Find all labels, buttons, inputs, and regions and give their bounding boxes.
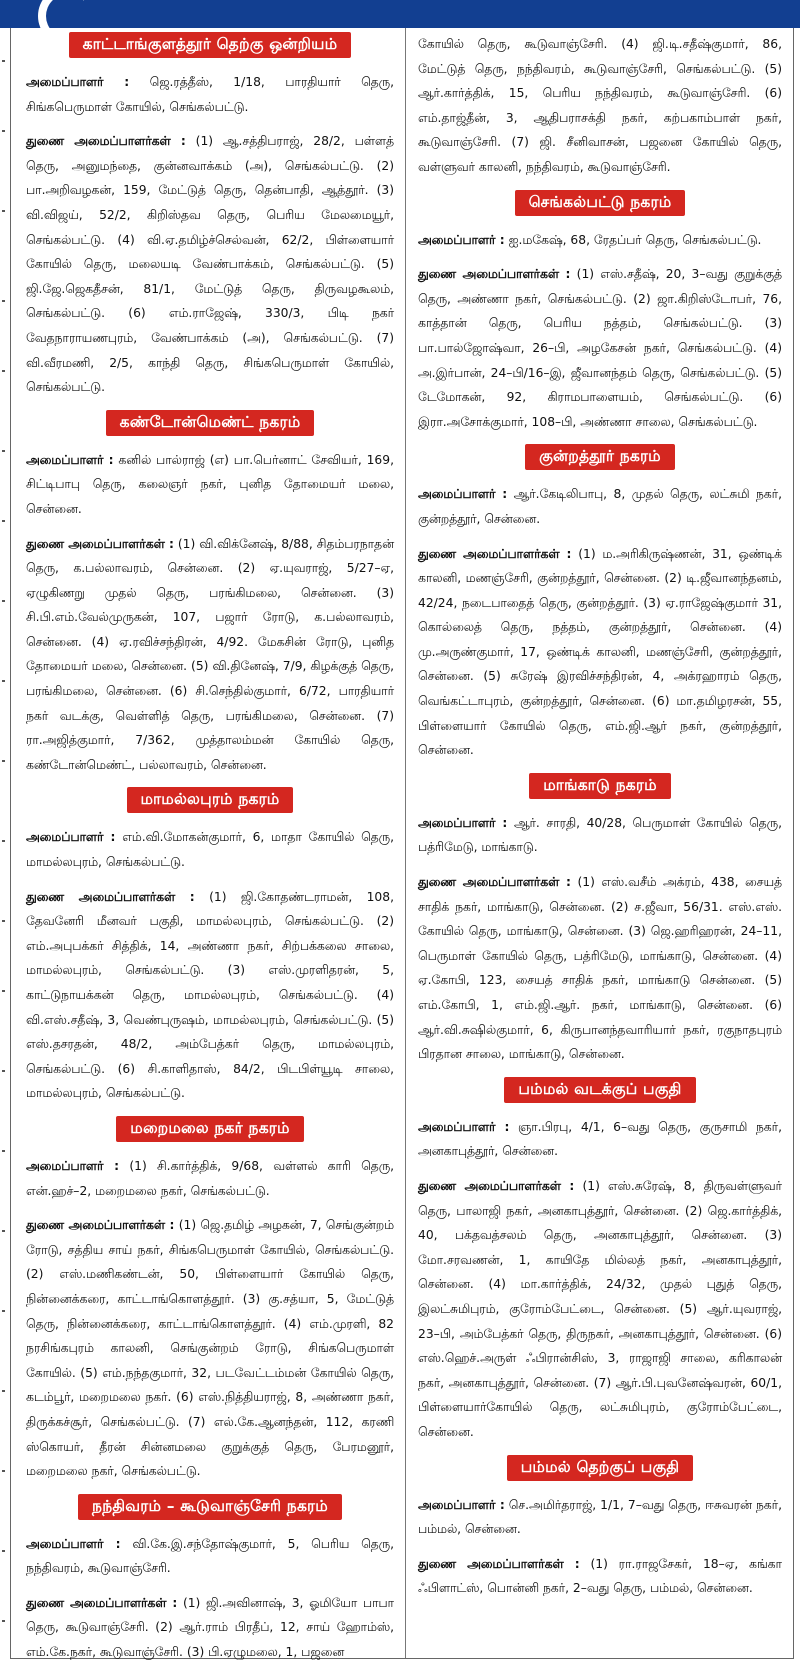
organizer-entry	[26, 70, 394, 119]
organizer-text: ஞா.பிரபு, 4/1, 6–வது தெரு, குருசாமி நகர், அனகாபுத்தூர், சென்னை.	[418, 1119, 782, 1159]
section-pammal-north	[418, 1077, 782, 1445]
section-title: குன்றத்தூர் நகரம்	[525, 444, 675, 470]
section-title: காட்டாங்குளத்தூர் தெற்கு ஒன்றியம்	[69, 32, 352, 58]
organizer-text: வி.கே.இ.சந்தோஷ்குமார், 5, பெரிய தெரு, நந்திவரம், கூடுவாஞ்சேரி.	[26, 1536, 394, 1576]
organizer-entry	[418, 228, 782, 253]
organizer-entry	[26, 825, 394, 874]
organizer-entry	[26, 1154, 394, 1203]
deputy-organizers-entry	[26, 532, 394, 778]
organizer-label: அமைப்பாளர் :	[26, 452, 114, 467]
deputy-text: (1) ஆ.சத்திபராஜ், 28/2, பள்ளத் தெரு, அனுமந்தை, குன்னவாக்கம் (அ), செங்கல்பட்டு. (2) பா.அறிவழகன், 159, மேட்டுத் தெரு, தென்பாதி, ஆத்தூர். (3) வி.விஜய், 52/2, கிறிஸ்தவ தெரு, பெரிய மேலமையூர், செங்கல்பட்டு. (4) வி.ஏ.தமிழ்ச்செல்வன், 62/2, பிள்ளையார் கோயில் தெரு, மலையடி வேண்பாக்கம், செங்கல்பட்டு. (5) ஜி.ஜே.ஜெகதீசன், 81/1, மேட்டுத் தெரு, திருவழகூலம், செங்கல்பட்டு. (6) எம்.ராஜேஷ், 330/3, பிடி நகர் வேதநாராயணபுரம், வேண்பாக்கம் (அ), செங்கல்பட்டு. (7) வி.வீரமணி, 2/5, காந்தி தெரு, சிங்கபெருமாள் கோயில், செங்கல்பட்டு.	[26, 134, 394, 395]
deputy-organizers-entry	[26, 129, 394, 400]
organizer-entry	[418, 1115, 782, 1164]
deputy-text: (1) எஸ்.வசீம் அக்ரம், 438, சையத் சாதிக் நகர், மாங்காடு, சென்னை. (2) ச.ஜீவா, 56/31. எஸ்.எஸ். கோயில் தெரு, மாங்காடு, சென்னை. (3) ஜெ.ஹரிஹரன், 24–11, பெருமாள் கோயில் தெரு, பத்ரிமேடு, மாங்காடு, சென்னை. (4) ஏ.கோபி, 123, சையத் சாதிக் நகர், மாங்காடு சென்னை. (5) எம்.கோபி, 1, எம்.ஜி.ஆர். நகர், மாங்காடு, சென்னை. (6) ஆர்.வி.சுஷில்குமார், 6, கிருபானந்தவாரியார் நகர், ரகுநாதபுரம் பிரதான சாலை, மாங்காடு, சென்னை.	[418, 875, 783, 1062]
section-chengalpattu	[418, 190, 782, 435]
organizer-label: அமைப்பாளர் :	[418, 1119, 510, 1134]
section-title: மறைமலை நகர் நகரம்	[116, 1116, 303, 1142]
deputy-organizers-entry	[418, 1174, 782, 1445]
deputy-organizers-entry	[418, 870, 782, 1067]
organizer-text: ஜெ.ரத்தீஸ், 1/18, பாரதியார் தெரு, சிங்கபெருமாள் கோயில், செங்கல்பட்டு.	[26, 75, 394, 114]
section-title: பம்மல் வடக்குப் பகுதி	[504, 1077, 695, 1103]
deputy-label: துணை அமைப்பாளர்கள் :	[26, 1218, 175, 1233]
section-title: செங்கல்பட்டு நகரம்	[515, 190, 686, 216]
section-kattankulathur	[26, 32, 394, 400]
deputy-text: (1) ஜி.கோதண்டராமன், 108, தேவனேரி மீனவர் பகுதி, மாமல்லபுரம், செங்கல்பட்டு. (2) எம்.அபுபக்கர் சித்திக், 14, அண்ணா நகர், சிற்பக்கலை சாலை, மாமல்லபுரம், செங்கல்பட்டு. (3) எஸ்.முரளிதரன், 5, காட்டுநாயக்கன் தெரு, மாமல்லபுரம், செங்கல்பட்டு. (4) வி.எஸ்.சதீஷ், 3, வெண்புருஷம், மாமல்லபுரம், செங்கல்பட்டு. (5) எஸ்.தசரதன், 48/2, அம்பேத்கர் தெரு, மாமல்லபுரம், செங்கல்பட்டு. (6) சி.காளிதாஸ், 84/2, பிடபிள்யூடி சாலை, மாமல்லபுரம், செங்கல்பட்டு.	[26, 889, 394, 1101]
organizer-entry	[418, 482, 782, 531]
deputy-organizers-entry	[418, 542, 782, 763]
section-kundrathur	[418, 444, 782, 763]
left-margin-marks	[0, 40, 8, 1650]
organizer-label: அமைப்பாளர் :	[418, 232, 505, 247]
section-mangadu	[418, 773, 782, 1067]
organizer-label: அமைப்பாளர் :	[26, 1158, 120, 1173]
organizer-text: கனில் பால்ராஜ் (எ) பா.பெர்னாட் சேவியர், 169, சிட்டிபாபு தெரு, கலைஞர் நகர், புனித தோமையர் மலை, சென்னை.	[26, 452, 394, 516]
section-cantonment	[26, 410, 394, 778]
organizer-label: அமைப்பாளர் :	[26, 1536, 121, 1551]
section-title: பம்மல் தெற்குப் பகுதி	[507, 1455, 694, 1481]
organizer-label: அமைப்பாளர் :	[418, 815, 508, 830]
organizer-text: (1) சி.கார்த்திக், 9/68, வள்ளல் காரி தெரு, என்.ஹச்–2, மறைமலை நகர், செங்கல்பட்டு.	[26, 1158, 394, 1198]
deputy-text: (1) வி.விக்னேஷ், 8/88, சிதம்பரநாதன் தெரு, க.பல்லாவரம், சென்னை. (2) ஏ.யுவராஜ், 5/27–ஏ, ஏழுகிணறு முதல் தெரு, பரங்கிமலை, சென்னை. (3) சி.பி.எம்.வேல்முருகன், 107, பஜார் ரோடு, க.பல்லாவரம், சென்னை. (4) ஏ.ரவிச்சந்திரன், 4/92. மேகசின் ரோடு, புனித தோமையர் மலை, சென்னை. (5) வி.தினேஷ், 7/9, கிழக்குத் தெரு, பரங்கிமலை, சென்னை. (6) சி.செந்தில்குமார், 6/72, பாரதியார் நகர் வடக்கு, வெள்ளித் தெரு, பரங்கிமலை, சென்னை. (7) ரா.அஜித்குமார், 7/362, முத்தாலம்மன் கோயில் தெரு, கண்டோன்மெண்ட், பல்லாவரம், சென்னை.	[26, 536, 394, 772]
section-title: கண்டோன்மெண்ட் நகரம்	[106, 410, 315, 436]
deputy-organizers-entry	[26, 1213, 394, 1484]
deputy-label: துணை அமைப்பாளர்கள் :	[418, 875, 571, 890]
deputy-text: (1) ம.அரிகிருஷ்ணன், 31, ஒண்டிக் காலனி, மணஞ்சேரி, குன்றத்தூர், சென்னை. (2) டி.ஜீவானந்தனம், 42/24, நடைபாதைத் தெரு, குன்றத்தூர். (3) ஏ.ராஜேஷ்குமார் 31, கொல்லைத் தெரு, நத்தம், குன்றத்தூர், சென்னை. (4) மு.அருண்குமார், 17, ஒண்டிக் காலனி, மணஞ்சேரி, குன்றத்தூர், சென்னை. (5) சுரேஷ் இரவிச்சந்திரன், 4, அக்ரஹாரம் தெரு, வெங்கட்டாபுரம், குன்றத்தூர், சென்னை. (6) மா.தமிழரசன், 55, பிள்ளையார் கோயில் தெரு, எம்.ஜி.ஆர் நகர், குன்றத்தூர், சென்னை.	[418, 546, 782, 758]
top-header-bar	[0, 0, 800, 28]
deputy-label: துணை அமைப்பாளர்கள் :	[418, 267, 571, 282]
deputy-text: (1) ஜி.அவினாஷ், 3, ஓமியோ பாபா தெரு, கூடுவாஞ்சேரி. (2) ஆர்.ராம் பிரதீப், 12, சாய் ஹோம்ஸ், எம்.கே.நகர், கூடுவாஞ்சேரி. (3) பி.ஏழுமலை, 1, பஜனை	[26, 1595, 394, 1660]
organizer-text: எம்.வி.மோகன்குமார், 6, மாதா கோயில் தெரு, மாமல்லபுரம், செங்கல்பட்டு.	[26, 830, 394, 870]
deputy-label: துணை அமைப்பாளர்கள் :	[26, 889, 195, 904]
deputy-organizers-entry	[418, 262, 782, 434]
organizer-text: ஆர்.கேடிலிபாபு, 8, முதல் தெரு, லட்சுமி நகர், குன்றத்தூர், சென்னை.	[418, 487, 782, 526]
deputy-label: துணை அமைப்பாளர்கள் :	[26, 134, 186, 149]
organizer-label: அமைப்பாளர் :	[418, 487, 508, 502]
deputy-label: துணை அமைப்பாளர்கள் :	[418, 1556, 580, 1571]
section-title: மாங்காடு நகரம்	[529, 773, 671, 799]
deputy-label: துணை அமைப்பாளர்கள் :	[418, 1178, 575, 1193]
organizer-label: அமைப்பாளர் :	[26, 75, 130, 89]
organizer-entry	[26, 1532, 394, 1581]
deputy-text: (1) எஸ்.சதீஷ், 20, 3–வது குறுக்குத் தெரு, அண்ணா நகர், செங்கல்பட்டு. (2) ஜா.கிறிஸ்டோபர், 76, காத்தான் தெரு, பெரிய நத்தம், செங்கல்பட்டு. (3) பா.பால்ஜோஷ்வா, 26–பி, அழகேசன் நகர், செங்கல்பட்டு. (4) அ.இர்பான், 24–பி/16–இ, ஜீவானந்தம் தெரு, செங்கல்பட்டு. (5) டேமோகன், 92, கிராமபாளையம், செங்கல்பட்டு. (6) இரா.அசோக்குமார், 108–பி, அண்ணா சாலை, செங்கல்பட்டு.	[418, 267, 782, 429]
deputy-text: (1) எஸ்.சுரேஷ், 8, திருவள்ளுவர் தெரு, பாலாஜி நகர், அனகாபுத்தூர், சென்னை. (2) ஜெ.கார்த்திக், 40, பக்தவத்சலம் தெரு, அனகாபுத்தூர், சென்னை. (3) மோ.சரவணன், 1, காயிதே மில்லத் நகர், அனகாபுத்தூர், சென்னை. (4) மா.கார்த்திக், 24/32, முதல் புதுத் தெரு, இலட்சுமிபுரம், குரோம்பேட்டை, சென்னை. (5) ஆர்.யுவராஜ், 23–பி, அம்பேத்கர் தெரு, திருநகர், அனகாபுத்தூர், சென்னை. (6) எஸ்.ஹெச்.அருள் ஃபிரான்சிஸ், 3, ராஜாஜி சாலை, கரிகாலன் நகர், அனகாபுத்தூர், சென்னை. (7) ஆர்.பி.புவனேஷ்வரன், 60/1, பிள்ளையார்கோயில் தெரு, லட்சுமிபுரம், குரோம்பேட்டை, சென்னை.	[418, 1178, 782, 1439]
deputy-organizers-entry	[26, 885, 394, 1106]
continued-deputy-text: கோயில் தெரு, கூடுவாஞ்சேரி. (4) ஜி.டி.சதீஷ்குமார், 86, மேட்டுத் தெரு, நந்திவரம், கூடுவாஞ்சேரி, செங்கல்பட்டு. (5) ஆர்.கார்த்திக், 15, பெரிய நந்திவரம், கூடுவாஞ்சேரி. (6) எம்.தாஜ்தீன், 3, ஆதிபராசக்தி நகர், கற்பகாம்பாள் நகர், கூடுவாஞ்சேரி. (7) ஜி. சீனிவாசன், பஜனை கோயில் தெரு, வள்ளுவர் காலனி, நந்திவரம், கூடுவாஞ்சேரி.	[418, 37, 782, 174]
section-nandivaram-guduvanchery	[26, 1494, 394, 1665]
deputy-label: துணை அமைப்பாளர்கள் :	[26, 1595, 178, 1610]
left-column	[26, 32, 394, 1675]
organizer-entry	[418, 811, 782, 860]
organizer-entry	[418, 1493, 782, 1542]
organizer-entry	[26, 448, 394, 522]
section-title: நந்திவரம் – கூடுவாஞ்சேரி நகரம்	[78, 1494, 342, 1520]
right-column	[418, 32, 782, 1611]
deputy-label: துணை அமைப்பாளர்கள் :	[26, 536, 174, 551]
column-divider	[405, 28, 406, 1658]
organizer-text: ஆர். சாரதி, 40/28, பெருமாள் கோயில் தெரு, பத்ரிமேடு, மாங்காடு.	[418, 815, 782, 855]
organizer-label: அமைப்பாளர் :	[26, 830, 116, 845]
section-title: மாமல்லபுரம் நகரம்	[127, 787, 294, 813]
deputy-text: (1) ஜெ.தமிழ் அழகன், 7, செங்குன்றம் ரோடு, சத்திய சாய் நகர், சிங்கபெருமாள் கோயில், செங்கல்பட்டு. (2) எஸ்.மணிகண்டன், 50, பிள்ளையார் கோயில் தெரு, நின்னைக்கரை, காட்டாங்கொளத்தூர். (3) கு.சத்யா, 5, மேட்டுத் தெரு, நின்னைக்கரை, காட்டாங்கொளத்தூர். (4) எம்.முரளி, 82 நரசிங்கபுரம் காலனி, செங்குன்றம் ரோடு, சிங்கபெருமாள் கோயில். (5) எம்.நந்தகுமார், 32, படவேட்டம்மன் கோயில் தெரு, கடம்பூர், மறைமலை நகர். (6) எஸ்.நித்தியராஜ், 8, அண்ணா நகர், திருக்கச்சூர், செங்கல்பட்டு. (7) எல்.கே.ஆனந்தன், 112, கரணி ஸ்கொயர், தீரன் சின்னமலை குறுக்குத் தெரு, பேரமனூர், மறைமலை நகர், செங்கல்பட்டு.	[26, 1218, 394, 1479]
section-maraimalai-nagar	[26, 1116, 394, 1484]
organizer-label: அமைப்பாளர் :	[418, 1497, 505, 1512]
section-mamallapuram	[26, 787, 394, 1106]
organizer-text: ஐ.மகேஷ், 68, ரேதப்பர் தெரு, செங்கல்பட்டு.	[508, 232, 762, 247]
deputy-text: (1) ரா.ராஜசேகர், 18–ஏ, கங்கா ஃபிளாட்ஸ், பொன்னி நகர், 2–வது தெரு, பம்மல், சென்னை.	[418, 1556, 782, 1596]
deputy-organizers-entry	[26, 1591, 394, 1665]
organizer-text: செ.அமிர்தராஜ், 1/1, 7–வது தெரு, ஈசுவரன் நகர், பம்மல், சென்னை.	[418, 1497, 782, 1537]
deputy-label: துணை அமைப்பாளர்கள் :	[418, 546, 572, 561]
section-pammal-south	[418, 1455, 782, 1601]
deputy-organizers-entry	[418, 1552, 782, 1601]
